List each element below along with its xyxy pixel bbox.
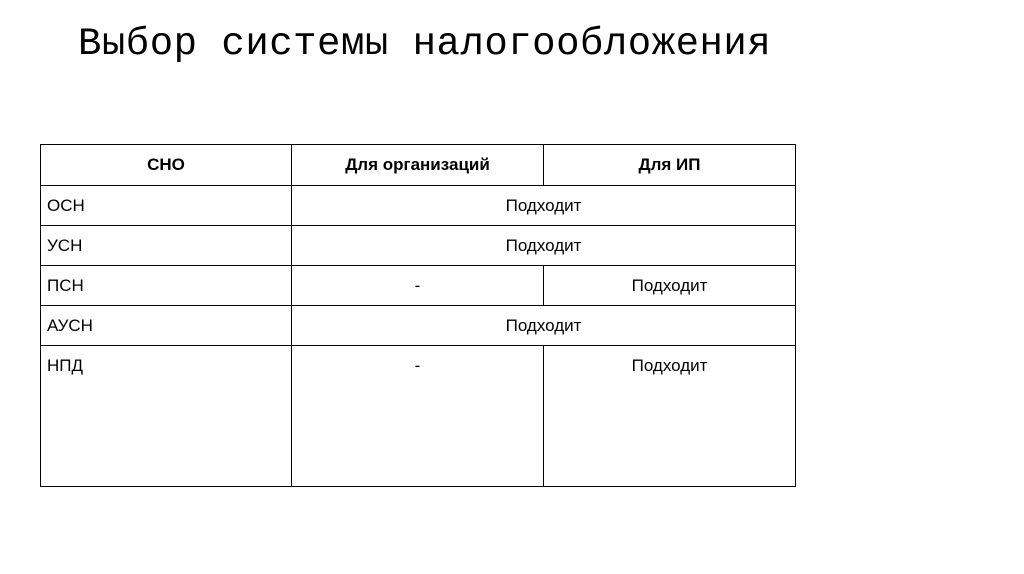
row-name: УСН (41, 226, 292, 266)
row-name: НПД (41, 346, 292, 487)
row-ip-value: Подходит (544, 346, 796, 487)
row-org-value: - (292, 266, 544, 306)
row-merged-value: Подходит (292, 306, 796, 346)
header-for-organizations: Для организаций (292, 145, 544, 186)
header-for-ip: Для ИП (544, 145, 796, 186)
row-merged-value: Подходит (292, 186, 796, 226)
row-merged-value: Подходит (292, 226, 796, 266)
header-cno: СНО (41, 145, 292, 186)
row-name: ОСН (41, 186, 292, 226)
table-header-row (41, 145, 796, 186)
slide-title: Выбор системы налогообложения (78, 22, 772, 66)
table-row (41, 266, 796, 306)
table-row (41, 306, 796, 346)
row-ip-value: Подходит (544, 266, 796, 306)
table-row (41, 346, 796, 487)
table-row (41, 226, 796, 266)
table-row (41, 186, 796, 226)
row-org-value: - (292, 346, 544, 487)
row-name: ПСН (41, 266, 292, 306)
row-name: АУСН (41, 306, 292, 346)
tax-systems-table (40, 144, 796, 487)
